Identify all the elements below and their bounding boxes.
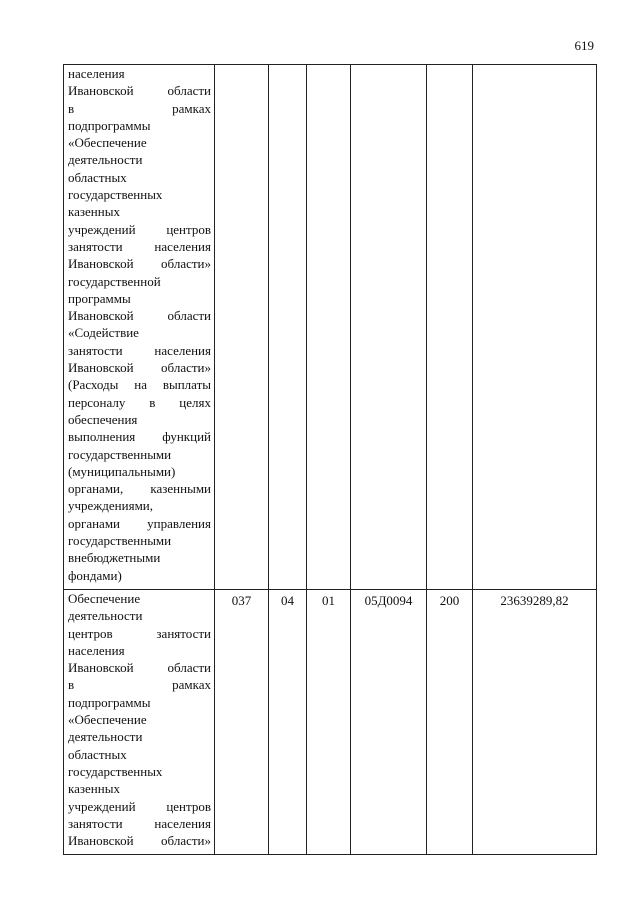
description-line: подпрограммы xyxy=(68,117,151,133)
description-line: населения xyxy=(68,66,125,81)
target-item-code xyxy=(351,65,427,590)
description-line: «Содействие xyxy=(68,325,139,341)
description-line: государственными xyxy=(68,446,172,462)
description-line: органами, казенными xyxy=(68,481,211,497)
description-line: «Обеспечение xyxy=(68,135,147,151)
description-line: Ивановской области» xyxy=(68,256,211,272)
description-line: деятельности xyxy=(68,152,143,168)
description-line: учреждений центров xyxy=(68,221,211,237)
description-line: занятости населения xyxy=(68,342,211,358)
expense-type-code: 200 xyxy=(427,590,473,855)
table-row xyxy=(64,65,597,590)
description-line: (Расходы на выплаты xyxy=(68,377,211,393)
description-line: казенных xyxy=(68,781,120,797)
description-line: подпрограммы xyxy=(68,694,151,710)
expense-description xyxy=(64,590,215,855)
page-number: 619 xyxy=(574,38,594,53)
description-line: Ивановской области xyxy=(68,83,211,99)
description-line: государственными xyxy=(68,533,172,549)
description-line: Ивановской области xyxy=(68,308,211,324)
description-line: занятости населения xyxy=(68,815,211,831)
description-line: органами управления xyxy=(68,515,211,531)
description-line: (муниципальными) xyxy=(68,463,176,479)
amount xyxy=(473,65,597,590)
description-line: выполнения функций xyxy=(68,429,211,445)
ministry-code: 037 xyxy=(215,590,269,855)
section-code: 04 xyxy=(269,590,307,855)
description-line: фондами) xyxy=(68,567,122,583)
description-line: государственных xyxy=(68,187,163,203)
description-line: персоналу в целях xyxy=(68,394,211,410)
description-line: «Обеспечение xyxy=(68,712,147,728)
description-line: в рамках xyxy=(68,100,211,116)
section-code xyxy=(269,65,307,590)
budget-table xyxy=(63,64,597,855)
description-line: центров занятости xyxy=(68,625,211,641)
subsection-code xyxy=(307,65,351,590)
description-line: деятельности xyxy=(68,608,143,624)
description-line: Ивановской области xyxy=(68,660,211,676)
description-line: Ивановской области» xyxy=(68,833,211,849)
description-line: внебюджетными xyxy=(68,550,161,566)
description-line: Ивановской области» xyxy=(68,360,211,376)
description-line: учреждений центров xyxy=(68,798,211,814)
subsection-code: 01 xyxy=(307,590,351,855)
target-item-code: 05Д0094 xyxy=(351,590,427,855)
description-line: казенных xyxy=(68,204,120,220)
description-line: областных xyxy=(68,169,127,185)
description-line: учреждениями, xyxy=(68,498,154,514)
amount: 23639289,82 xyxy=(473,590,597,855)
description-line: в рамках xyxy=(68,677,211,693)
description-line: государственной xyxy=(68,273,161,289)
description-line: деятельности xyxy=(68,729,143,745)
description-line: программы xyxy=(68,290,131,306)
expense-type-code xyxy=(427,65,473,590)
expense-description xyxy=(64,65,215,590)
description-line: областных xyxy=(68,746,127,762)
table-row xyxy=(64,590,597,855)
description-line: государственных xyxy=(68,763,163,779)
description-line: занятости населения xyxy=(68,238,211,254)
description-line: Обеспечение xyxy=(68,591,141,606)
description-line: населения xyxy=(68,642,125,658)
ministry-code xyxy=(215,65,269,590)
description-line: обеспечения xyxy=(68,411,138,427)
